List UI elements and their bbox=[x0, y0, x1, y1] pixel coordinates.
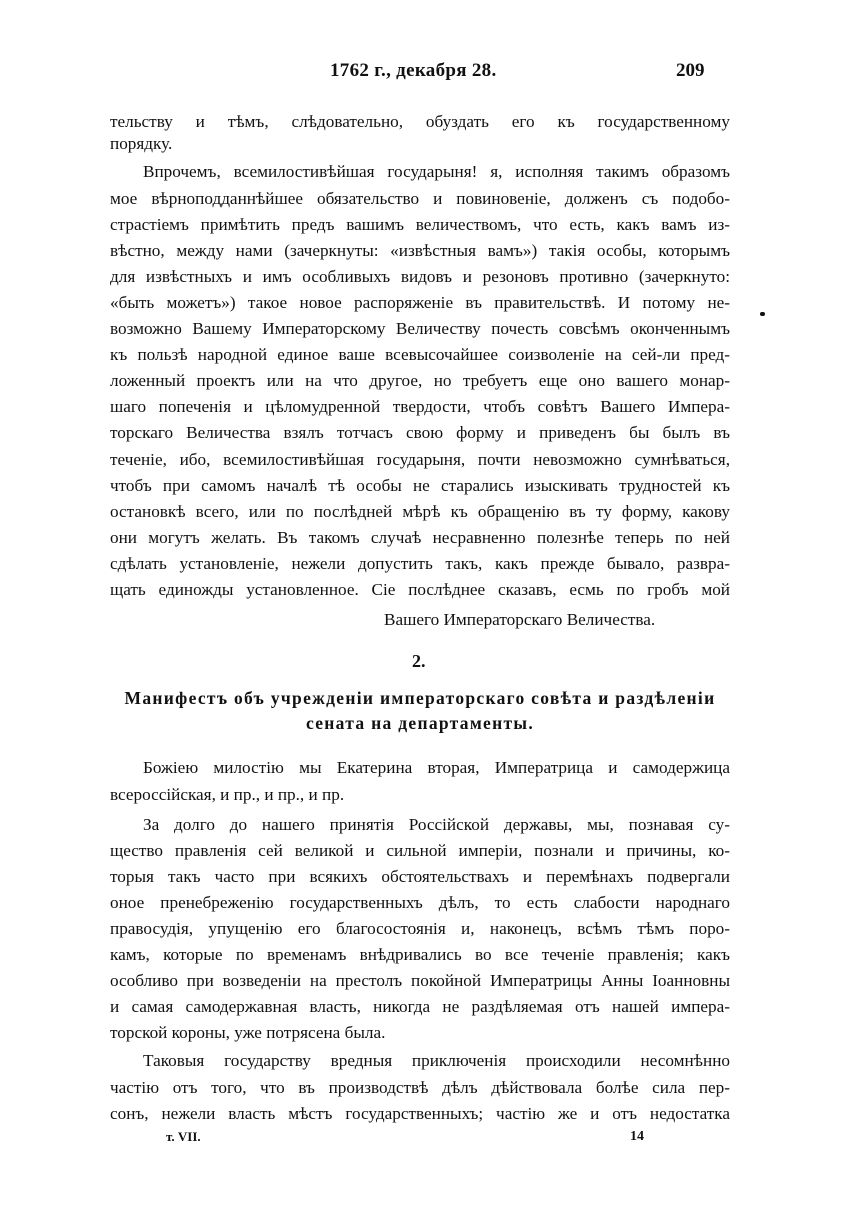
volume-signature: т. VII. bbox=[166, 1129, 201, 1144]
section-title-line-1: Манифестъ объ учрежденіи императорскаго совѣта и раздѣленіи bbox=[124, 688, 716, 708]
section-number: 2. bbox=[412, 651, 426, 671]
page-number: 209 bbox=[676, 60, 705, 81]
letter-signature: Вашего Императорскаго Величества. bbox=[384, 610, 656, 629]
text-line: «быть можетъ») такое новое распоряженіе въ правительствѣ. И потому не- bbox=[110, 293, 730, 312]
text-line: торской короны, уже потрясена была. bbox=[110, 1023, 386, 1042]
text-line: они могутъ желать. Въ такомъ случаѣ несравненно полезнѣе теперь по ней bbox=[110, 528, 730, 547]
text-line: ложенный проектъ или на что другое, но требуетъ еще оно вашего монар- bbox=[110, 371, 730, 390]
text-line: сонъ, нежели власть мѣстъ государственныхъ; частію же и отъ недостатка bbox=[110, 1104, 730, 1123]
text-line: тельству и тѣмъ, слѣдовательно, обуздать его къ государственному bbox=[110, 112, 730, 131]
text-line: Таковыя государству вредныя приключенія происходили несомнѣнно bbox=[143, 1051, 730, 1070]
text-line: камъ, которые по временамъ внѣдривались во все теченіе правленія; какъ bbox=[110, 945, 730, 964]
running-header-date: 1762 г., декабря 28. bbox=[330, 60, 497, 81]
text-line: щество правленія сей великой и сильной имперіи, познали и причины, ко- bbox=[110, 841, 730, 860]
margin-dot bbox=[760, 312, 765, 316]
text-line: возможно Вашему Императорскому Величеству почесть совсѣмъ оконченнымъ bbox=[110, 319, 730, 338]
text-line: для извѣстныхъ и имъ особливыхъ видовъ и резоновъ противно (зачеркнуто: bbox=[110, 267, 730, 286]
text-line: шаго попеченія и цѣломудренной твердости, чтобъ совѣтъ Вашего Импера- bbox=[110, 397, 730, 416]
text-line: теченіе, ибо, всемилостивѣйшая государыня, почти невозможно сумнѣваться, bbox=[110, 450, 730, 469]
text-line: Впрочемъ, всемилостивѣйшая государыня! я, исполняя такимъ образомъ bbox=[143, 162, 730, 181]
text-line: оное пренебреженію государственныхъ дѣлъ, то есть слабости народнаго bbox=[110, 893, 730, 912]
section-title-line-2: сената на департаменты. bbox=[305, 713, 535, 733]
text-line: Божіею милостію мы Екатерина вторая, Императрица и самодержица bbox=[143, 758, 730, 777]
text-line: порядку. bbox=[110, 134, 173, 153]
text-line: всероссійская, и пр., и пр., и пр. bbox=[110, 785, 345, 804]
text-line: торыя такъ часто при всякихъ обстоятельствахъ и перемѣнахъ подвергали bbox=[110, 867, 730, 886]
text-line: остановкѣ всего, или по послѣдней мѣрѣ къ обращенію въ ту форму, какову bbox=[110, 502, 730, 521]
text-line: особливо при возведеніи на престолъ покойной Императрицы Анны Іоанновны bbox=[110, 971, 730, 990]
text-line: сдѣлать установленіе, нежели допустить такъ, какъ прежде бывало, развра- bbox=[110, 554, 730, 573]
text-line: мое вѣрноподданнѣйшее обязательство и повиновеніе, долженъ съ подобо- bbox=[110, 189, 730, 208]
text-line: частію отъ того, что въ производствѣ дѣлъ дѣйствовала болѣе сила пер- bbox=[110, 1078, 730, 1097]
text-line: торскаго Величества взялъ тотчасъ свою форму и приведенъ бы былъ въ bbox=[110, 423, 730, 442]
text-line: щать единожды установленное. Сіе послѣднее сказавъ, есмь по гробъ мой bbox=[110, 580, 730, 599]
text-line: вѣстно, между нами (зачеркнуты: «извѣстныя вамъ») такія особы, которымъ bbox=[110, 241, 730, 260]
text-line: и самая самодержавная власть, никогда не раздѣляемая отъ нашей импера- bbox=[110, 997, 730, 1016]
text-line: чтобъ при самомъ началѣ тѣ особы не старались изыскивать трудностей къ bbox=[110, 476, 730, 495]
printer-sheet-number: 14 bbox=[630, 1129, 644, 1144]
text-line: За долго до нашего принятія Россійской державы, мы, познавая су- bbox=[143, 815, 730, 834]
text-line: страстіемъ примѣтить предъ вашимъ величествомъ, что есть, какъ вамъ из- bbox=[110, 215, 730, 234]
text-line: правосудія, упущенію его благосостоянія и, наконецъ, всѣмъ тѣмъ поро- bbox=[110, 919, 730, 938]
text-line: къ пользѣ народной единое ваше всевысочайшее соизволеніе на сей-ли пред- bbox=[110, 345, 730, 364]
